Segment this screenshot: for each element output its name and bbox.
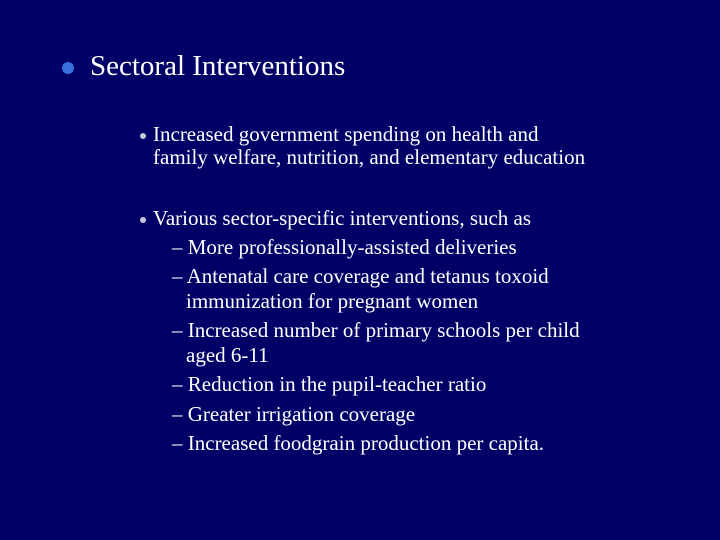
slide-title: Sectoral Interventions bbox=[90, 50, 346, 82]
subitem-5: – Greater irrigation coverage bbox=[172, 402, 416, 426]
title-bullet-icon bbox=[62, 62, 74, 74]
bullet-icon bbox=[140, 217, 146, 223]
bullet-icon bbox=[140, 133, 146, 139]
subitem-2-line-2: immunization for pregnant women bbox=[186, 289, 479, 313]
bullet-2-line-1: Various sector-specific interventions, such as bbox=[153, 206, 532, 230]
subitem-1: – More professionally-assisted deliveries bbox=[172, 235, 517, 259]
subitem-4: – Reduction in the pupil-teacher ratio bbox=[172, 372, 487, 396]
subitem-3-line-1: – Increased number of primary schools per child bbox=[172, 318, 580, 342]
subitem-3-line-2: aged 6-11 bbox=[186, 343, 269, 367]
subitem-6: – Increased foodgrain production per capita. bbox=[172, 431, 545, 455]
bullet-1-line-1: Increased government spending on health and bbox=[153, 122, 539, 146]
subitem-2-line-1: – Antenatal care coverage and tetanus toxoid bbox=[172, 264, 549, 288]
bullet-1-line-2: family welfare, nutrition, and elementary education bbox=[153, 145, 586, 169]
